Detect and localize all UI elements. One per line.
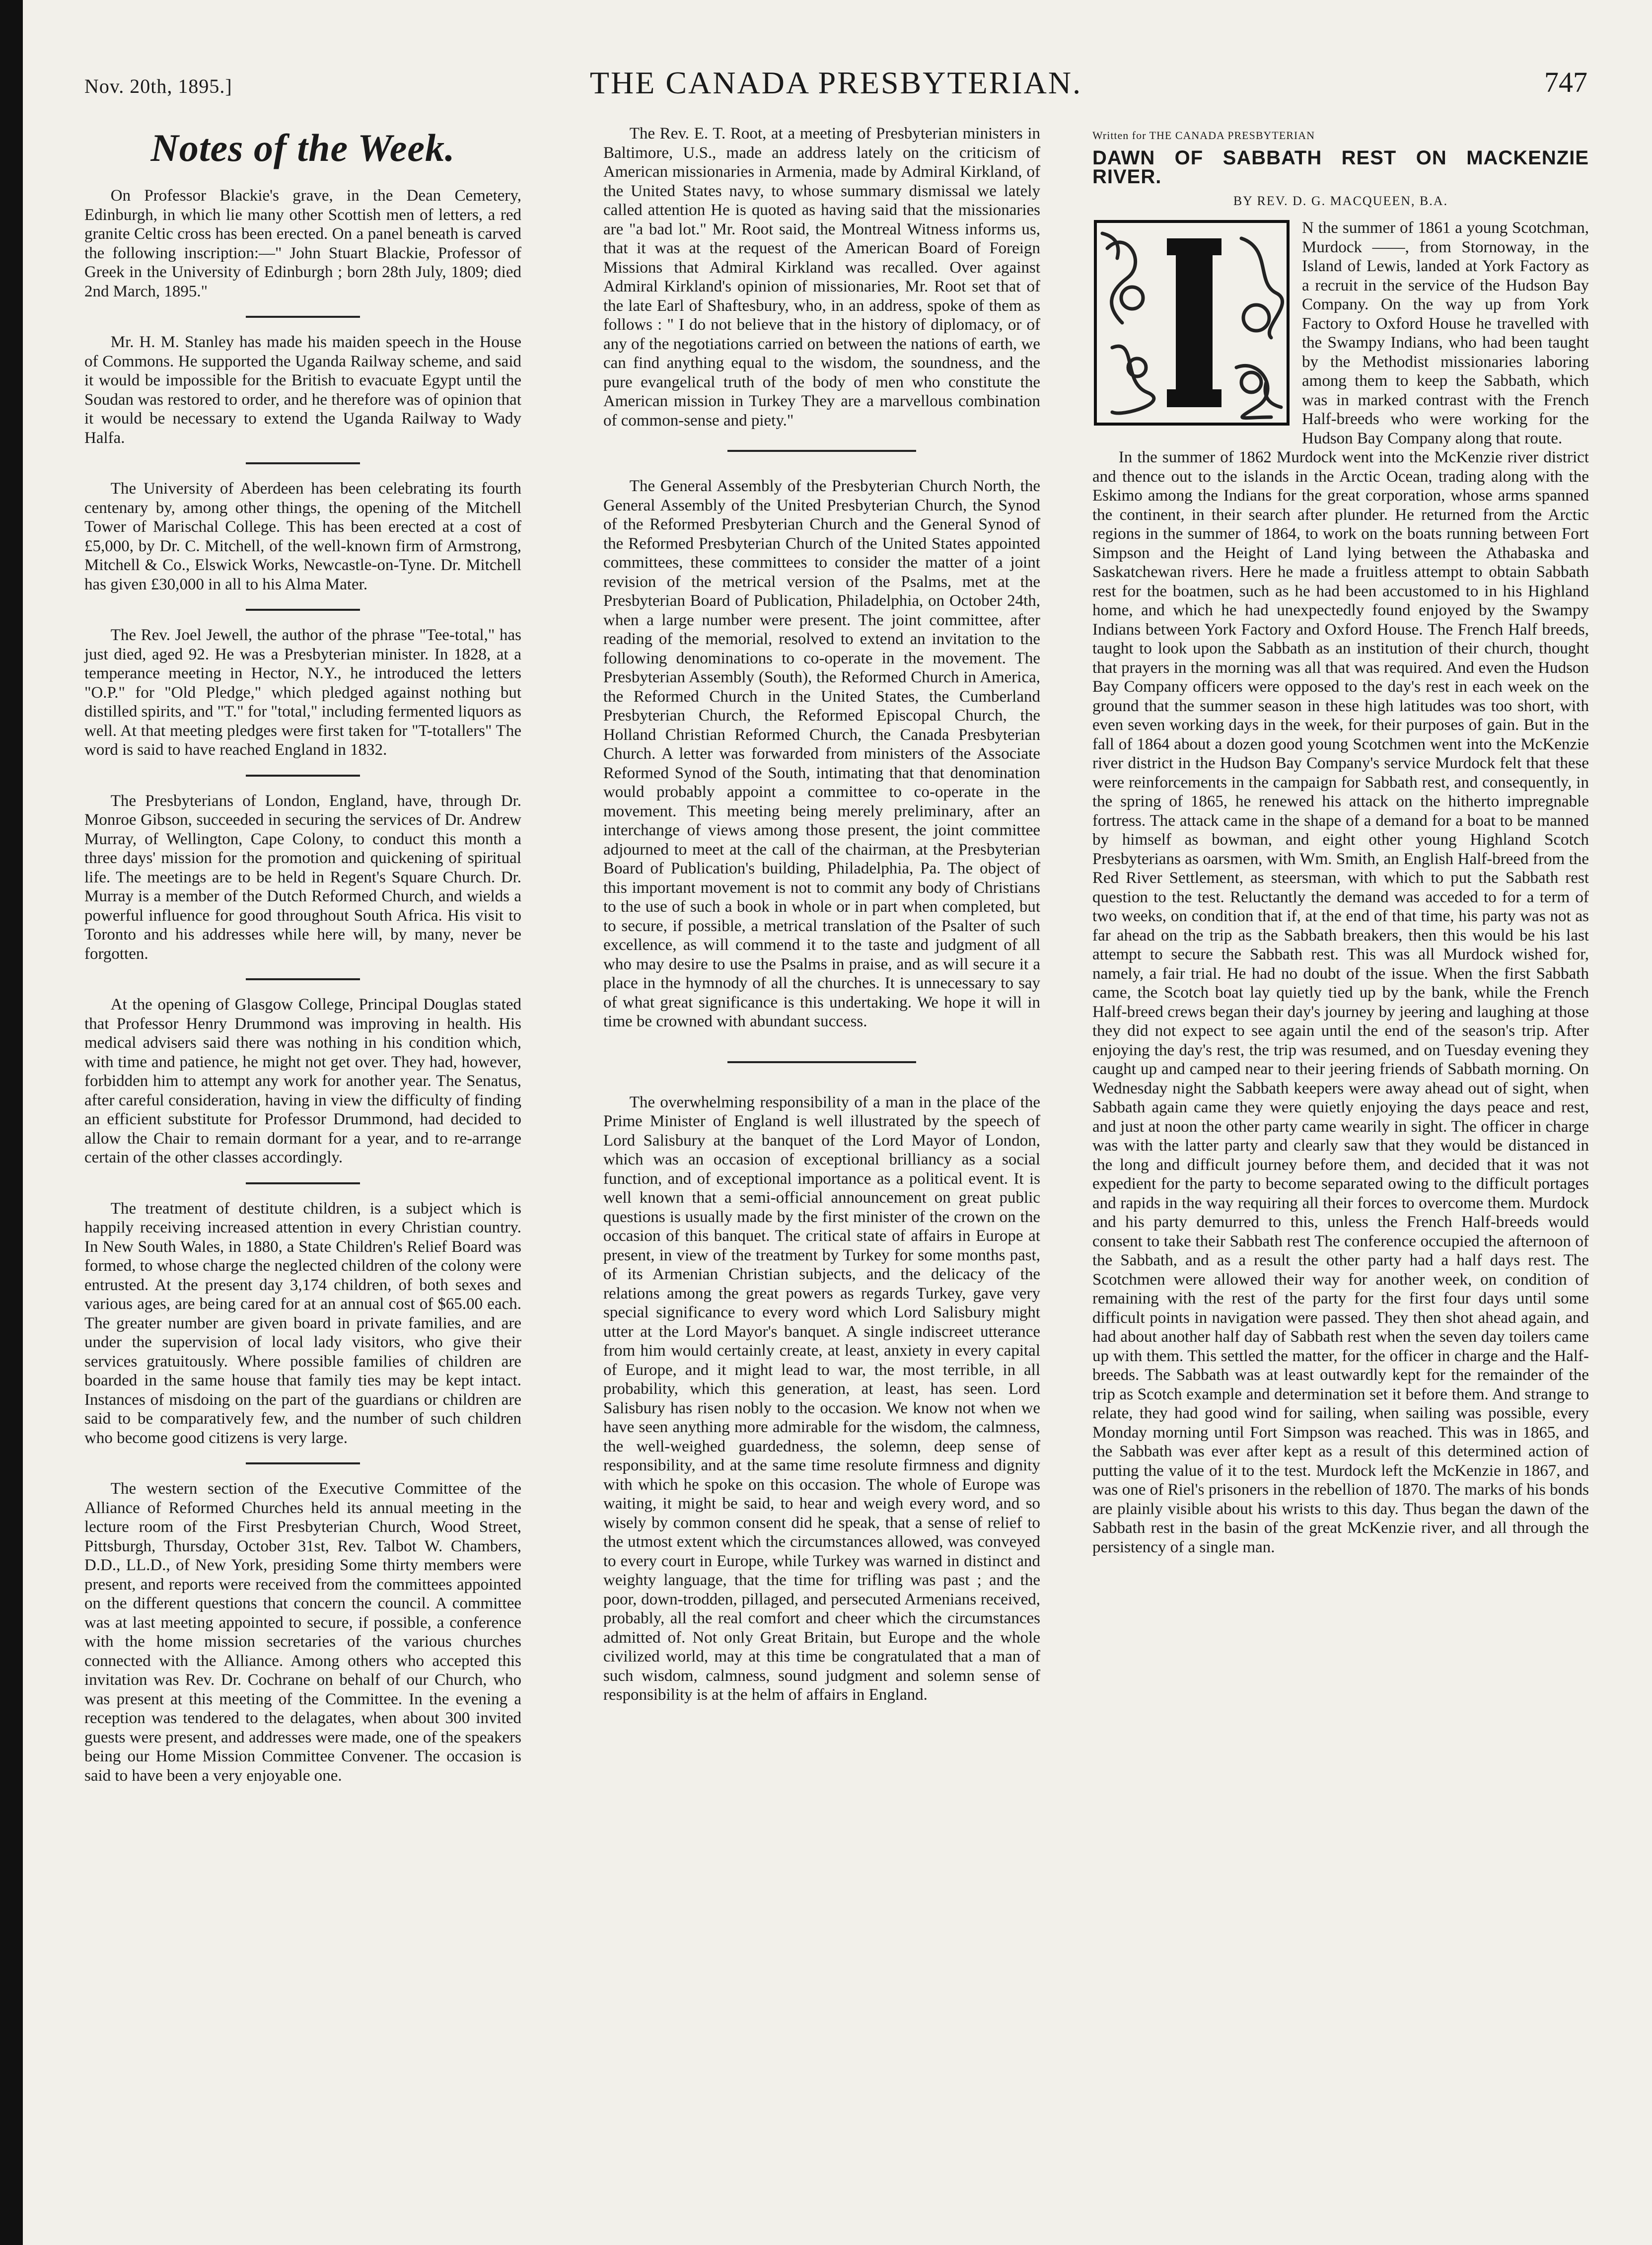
written-for-credit: Written for THE CANADA PRESBYTERIAN — [1092, 129, 1315, 142]
article-paragraph: On Professor Blackie's grave, in the Dean Cemetery, Edinburgh, in which lie many other Scottish men of letters, a red granite Celtic cross has been erected. On a panel beneath is carved the following inscription:—" John Stuart Blackie, Professor of Greek in the University of Edinburgh ; born 28th July, 1809; died 2nd March, 1895." — [84, 187, 521, 300]
divider-rule — [246, 978, 360, 980]
article-paragraph: The Presbyterians of London, England, have, through Dr. Monroe Gibson, succeeded in securing the services of Dr. Andrew Murray, of Wellington, Cape Colony, to conduct this month a three days' mission for the promotion and quickening of spiritual life. The meetings are to be held in Regent's Square Church. Dr. Murray is a member of the Dutch Reformed Church, and wields a powerful influence for good throughout South Africa. His visit to Toronto and his addresses while here will, by many, never be forgotten. — [84, 792, 521, 963]
article-paragraph: At the opening of Glasgow College, Principal Douglas stated that Professor Henry Drummond was improving in health. His medical advisers said there was nothing in his condition which, with time and patience, he might not get over. They had, however, forbidden him to attempt any work for another year. The Senatus, after careful consideration, having in view the difficulty of finding an efficient substitute for Professor Drummond, had decided to allow the Chair to remain dormant for a year, and to re-arrange certain of the other classes accordingly. — [84, 996, 521, 1166]
article-paragraph: The Rev. E. T. Root, at a meeting of Presbyterian ministers in Baltimore, U.S., made an address lately on the criticism of American missionaries in Armenia, made by Admiral Kirkland, of the United States navy, to whose summary dismissal we lately called attention He is quoted as having said that the missionaries are "a bad lot." Mr. Root said, the Montreal Witness informs us, that it was at the request of the American Board of Foreign Missions that Admiral Kirkland was recalled. Over against Admiral Kirkland's opinion of missionaries, Mr. Root set that of the late Earl of Shaftesbury, who, in an address, spoke of them as follows : " I do not believe that in the history of diplomacy, or of any of the negotiations carried on between the nations of earth, we can find anything equal to the wisdom, the soundness, and the pure evangelical truth of the body of men who constitute the American mission in Turkey They are a marvellous combination of common-sense and piety." — [603, 125, 1040, 430]
article-paragraph: The General Assembly of the Presbyterian Church North, the General Assembly of the United Presbyterian Church, the Synod of the Reformed Presbyterian Church and the General Synod of the Reformed Presbyterian Church of the United States appointed committees, these committees to consider the matter of a joint revision of the metrical version of the Psalms, met at the Presbyterian Board of Publication, Philadelphia, on October 24th, when a large number were present. The joint committee, after reading of the memorial, resolved to extend an invitation to the following denominations to co-operate in the movement. The Presbyterian Assembly (South), the Reformed Church in America, the Reformed Church in the United States, the Cumberland Presbyterian Church, the Reformed Episcopal Church, the Holland Christian Reformed Church, the Canada Presbyterian Church. A letter was forwarded from ministers of the Associate Reformed Synod of the South, intimating that that denomination would probably appoint a committee to co-operate in the movement. This meeting being merely preliminary, after an interchange of views among those present, the joint committee adjourned to meet at the call of the chairman, at the Presbyterian Board of Publication's building, Philadelphia, Pa. The object of this important movement is not to commit any body of Christians to the use of such a book in whole or in part when completed, but to secure, if possible, a metrical translation of the Psalter of such excellence, as will commend it to the taste and judgment of all who may desire to use the Psalms in praise, and as will secure it a place in the hymnody of all the churches. It is unnecessary to say of what great significance is this undertaking. We hope it will in time be crowned with abundant success. — [603, 477, 1040, 1030]
divider-rule — [246, 775, 360, 777]
column-notes-of-the-week — [84, 127, 521, 1785]
article-paragraph: The overwhelming responsibility of a man in the place of the Prime Minister of England is well illustrated by the speech of Lord Salisbury at the banquet of the Lord Mayor of London, which was an occasion of exceptional brilliancy as a social function, and of exceptional importance as a political event. It is well known that a semi-official announcement on great public questions is usually made by the first minister of the crown on the occasion of this banquet. The critical state of affairs in Europe at present, in view of the treatment by Turkey for some months past, of its Armenian Christian subjects, and the delicacy of the relations among the great powers as regards Turkey, gave very special significance to every word which Lord Salisbury might utter at the Lord Mayor's banquet. A single indiscreet utterance from him would certainly create, at least, anxiety in every capital of Europe, and it might lead to war, the most terrible, in all probability, which this generation, at least, has seen. Lord Salisbury has risen nobly to the occasion. We know not when we have seen anything more admirable for the wisdom, the calmness, the well-weighed guardedness, the solemn, deep sense of responsibility, and at the same time resolute firmness and dignity with which he spoke on this occasion. The whole of Europe was waiting, it might be said, to hear and weigh every word, and so wisely by common consent did he speak, that a sense of relief to the utmost extent which the circumstances allowed, was conveyed to every court in Europe, while Turkey was warned in distinct and weighty language, that the time for trifling was past ; and the poor, down-trodden, pillaged, and persecuted Armenians received, probably, all the real comfort and cheer which the circumstances admitted of. Not only Great Britain, but Europe and the whole civilized world, may at this time be congratulated that a man of such wisdom, calmness, sound judgment and solemn sense of responsibility is at the helm of affairs in England. — [603, 1093, 1040, 1704]
article-byline: BY REV. D. G. MACQUEEN, B.A. — [1233, 193, 1448, 208]
divider-rule — [246, 462, 360, 464]
column-editorials — [603, 124, 1040, 1705]
page-binding-edge — [0, 0, 23, 2245]
article-paragraph: In the summer of 1862 Murdock went into the McKenzie river district and thence out to the islands in the Arctic Ocean, trading along with the Eskimo among the Indians for the great corporation, whose arms spanned the continent, in their search after plunder. He returned from the Arctic regions in the summer of 1864, to work on the boats running between Fort Simpson and the Height of Land lying between the Athabaska and Saskatchewan rivers. Here he made a fruitless attempt to obtain Sabbath rest for the boatmen, such as he had been accustomed to in his Highland home, and which he had unexpectedly found enjoyed by the Swampy Indians between York Factory and Oxford House. The French Half breeds, taught to look upon the Sabbath as an institution of their church, thought that prayers in the morning was all that was required. And even the Hudson Bay Company officers were opposed to the day's rest in each week on the ground that the summer season in these high latitudes was too short, with even seven working days in the week, for their purposes of gain. But in the fall of 1864 about a dozen good young Scotchmen went into the McKenzie river district in the Hudson Bay Company's service Murdock felt that these were reinforcements in the campaign for Sabbath rest, and consequently, in the spring of 1865, he renewed his attack on the hitherto impregnable fortress. The attack came in the shape of a demand for a boat to be manned by himself as bowman, and eight other young Highland Scotch Presbyterians as oarsmen, with Wm. Smith, an English Half-breed from the Red River Settlement, as steersman, with which to put the Sabbath rest question to the test. Reluctantly the demand was acceded to for a term of two weeks, on condition that if, at the end of that time, his party was not as far ahead on the trip as the Sabbath breakers, then this would be his last attempt to secure the Sabbath rest. This was all Murdock wished for, namely, a fair trial. He had no doubt of the issue. When the first Sabbath came, the Scotch boat lay quietly tied up by the bank, while the French Half-breed crews began their day's journey by jeering and laughing at those they did not expect to see again until the end of the season's trip. After enjoying the day's rest, the trip was resumed, and on Tuesday evening they caught up and camped near to their jeering friends of Sabbath morning. On Wednesday night the Sabbath keepers were away ahead out of sight, when Sabbath again came they were quietly enjoying the days peace and rest, and just at noon the other party came wearily in sight. The officer in charge was with the latter party and clearly saw that they would be distanced in the long and difficult journey before them, and decided that it was not expedient for the party to become separated owing to the difficult portages and rapids in the way requiring all their forces to overcome them. Murdock and his party demurred to this, unless the French Half-breeds would consent to take their Sabbath rest The conference occupied the afternoon of the Sabbath, and as a result the other party had a half days rest. The Scotchmen were allowed their way for another week, on condition of remaining with the rest of the party for the first four days until some difficult points in navigation were passed. They then shot ahead again, and had about another half day of Sabbath rest when the seven day toilers came up with them. This settled the matter, for the officer in charge and the Half-breeds. The Sabbath was at least outwardly kept for the remainder of the trip as Scotch example and determination set it before them. And strange to relate, they had good wind for sailing, when sailing was possible, every Monday morning until Fort Simpson was reached. This was in 1865, and the Sabbath was ever after kept as a result of this determined action of putting the value of it to the test. Murdock left the McKenzie in 1867, and was one of Riel's prisoners in the rebellion of 1870. The marks of his bonds are plainly visible about his wrists to this day. Thus began the dawn of the Sabbath rest in the basin of the great McKenzie river, and all through the persistency of a single man. — [1092, 448, 1589, 1556]
divider-rule — [246, 1182, 360, 1184]
article-paragraph: Mr. H. M. Stanley has made his maiden speech in the House of Commons. He supported the Uganda Railway scheme, and said it would be impossible for the British to evacuate Egypt until the Soudan was restored to order, and he therefore was of opinion that it would be necessary to extend the Uganda Railway to Wady Halfa. — [84, 333, 521, 447]
column-sabbath-article — [1092, 124, 1589, 1557]
article-title: DAWN OF SABBATH REST ON MACKENZIE RIVER. — [1092, 146, 1589, 188]
divider-rule — [246, 1462, 360, 1464]
article-paragraph: The western section of the Executive Committee of the Alliance of Reformed Churches held its annual meeting in the lecture room of the First Presbyterian Church, Wood Street, Pittsburgh, Thursday, October 31st, Rev. Talbot W. Chambers, D.D., LL.D., of New York, presiding Some thirty members were present, and reports were received from the committees appointed on the different questions that concern the council. A committee was at last meeting appointed to secure, if possible, a conference with the home mission secretaries of the various churches connected with the Alliance. Among others who accepted this invitation was Rev. Dr. Cochrane on behalf of our Church, who was present at this meeting of the Committee. In the evening a reception was tendered to the delagates, when about 300 invited guests were present, and addresses were made, one of the speakers being our Home Mission Committee Convener. The occasion is said to have been a very enjoyable one. — [84, 1480, 521, 1785]
article-paragraph: N the summer of 1861 a young Scotchman, Murdock ——, from Stornoway, in the Island of Lewis, landed at York Factory as a recruit in the service of the Hudson Bay Company. On the way up from York Factory to Oxford House he travelled with the Swampy Indians, who had been taught by the Methodist missionaries laboring among them to keep the Sabbath, which was in marked contrast with the French Half-breeds who were working for the Hudson Bay Company along that route. — [1302, 219, 1589, 447]
page-header — [84, 55, 1587, 119]
ornamental-dropcap-letter — [1092, 218, 1291, 427]
section-title: Notes of the Week. — [150, 126, 455, 169]
divider-rule — [246, 316, 360, 318]
divider-rule — [246, 609, 360, 611]
divider-rule — [727, 450, 916, 452]
publication-title: THE CANADA PRESBYTERIAN. — [589, 65, 1082, 100]
article-paragraph: The Rev. Joel Jewell, the author of the phrase "Tee-total," has just died, aged 92. He was a Presbyterian minister. In 1828, at a temperance meeting in Hector, N.Y., he introduced the letters "O.P." for "Old Pledge," which pledged against nothing but distilled spirits, and "T." for "total," including fermented liquors as well. At that meeting pledges were first taken for "T-totallers" The word is said to have reached England in 1832. — [84, 626, 521, 759]
article-paragraph: The treatment of destitute children, is a subject which is happily receiving increased attention in every Christian country. In New South Wales, in 1880, a State Children's Relief Board was formed, to whose charge the neglected children of the colony were entrusted. At the present day 3,174 children, of both sexes and various ages, are being cared for at an annual cost of $65.00 each. The greater number are given board in private families, and are under the supervision of local lady visitors, who give their services gratuitously. Where possible families of children are boarded in the same house that family ties may be kept intact. Instances of misdoing on the part of the guardians or children are said to be comparatively few, and the number of such children who become good citizens is very large. — [84, 1199, 521, 1447]
article-paragraph: The University of Aberdeen has been celebrating its fourth centenary by, among other things, the opening of the Mitchell Tower of Marischal College. This has been erected at a cost of £5,000, by Dr. C. Mitchell, of the well-known firm of Armstrong, Mitchell & Co., Elswick Works, Newcastle-on-Tyne. Dr. Mitchell has given £30,000 in all to his Alma Mater. — [84, 480, 521, 593]
page-number: 747 — [1544, 66, 1587, 98]
divider-rule — [727, 1061, 916, 1063]
issue-date: Nov. 20th, 1895.] — [84, 75, 232, 97]
